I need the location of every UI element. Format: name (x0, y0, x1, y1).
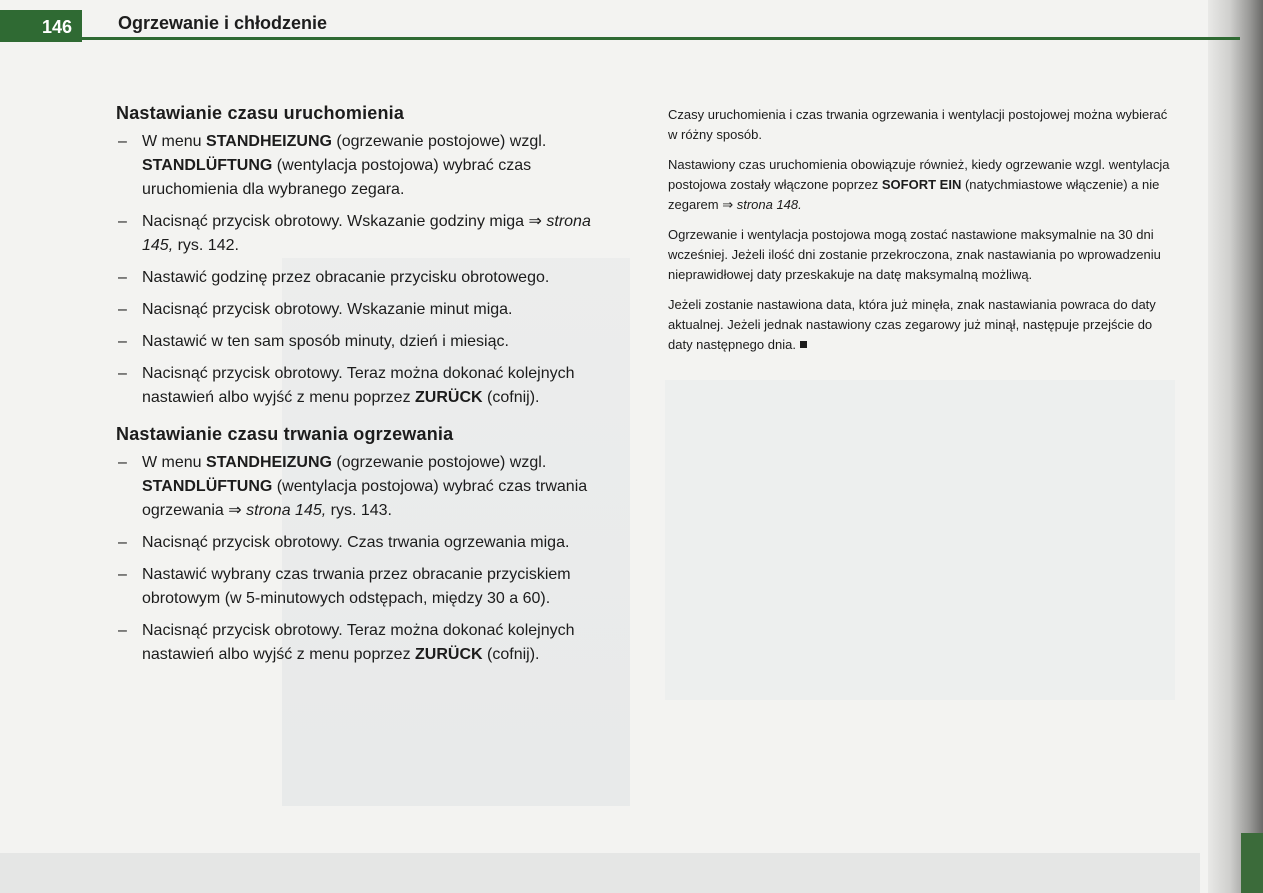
step-text: rys. 143. (326, 502, 392, 519)
step-text: Nacisnąć przycisk obrotowy. Wskazanie minut miga. (142, 301, 513, 318)
menu-name: ZURÜCK (415, 646, 483, 663)
step-text: W menu (142, 454, 207, 471)
step-text: (wentylacja postojowa) wybrać czas uruchomienia dla wybranego zegara. (142, 157, 532, 198)
paragraph-text: (natychmiastowe włączenie) a nie zegarem ⇒ (668, 177, 1160, 212)
step-text: Nacisnąć przycisk obrotowy. Teraz można dokonać kolejnych nastawień albo wyjść z menu poprzez (142, 622, 575, 663)
section-title-duration: Nastawianie czasu trwania ogrzewania (116, 424, 454, 444)
header-rule (0, 37, 1240, 40)
paragraph (668, 155, 1178, 215)
step-text: Nastawić wybrany czas trwania przez obracanie przyciskiem obrotowym (w 5-minutowych odstępach, między 30 a 60). (142, 566, 571, 607)
step-text: Nastawić w ten sam sposób minuty, dzień i miesiąc. (142, 333, 509, 350)
menu-name: STANDLÜFTUNG (142, 478, 273, 495)
step-text: Nacisnąć przycisk obrotowy. Teraz można dokonać kolejnych nastawień albo wyjść z menu poprzez (142, 365, 575, 406)
chapter-title: Ogrzewanie i chłodzenie (118, 13, 328, 33)
menu-name: STANDHEIZUNG (206, 454, 332, 471)
step-text: rys. 142. (173, 237, 239, 254)
list-item (116, 210, 616, 258)
paragraph: Ogrzewanie i wentylacja postojowa mogą zostać nastawione maksymalnie na 30 dni wcześniej. Jeżeli ilość dni zostanie przekroczona, znak nastawiania po wprowadzeniu nieprawidłowej daty przeskakuje na datę maksymalną możliwą. (668, 227, 1161, 282)
menu-name: ZURÜCK (415, 389, 483, 406)
step-text: Nacisnąć przycisk obrotowy. Czas trwania ogrzewania miga. (142, 534, 570, 551)
paragraph-text: Jeżeli zostanie nastawiona data, która już minęła, znak nastawiania powraca do daty aktualnej. Jeżeli jednak nastawiony czas zegarowy już minął, następuje przejście do daty następnego dnia. (668, 297, 1156, 352)
step-text: (ogrzewanie postojowe) wzgl. (331, 454, 547, 471)
list-item (116, 362, 616, 410)
step-text: W menu (142, 133, 207, 150)
page-reference: strona 148. (736, 197, 802, 212)
menu-name: SOFORT EIN (881, 177, 962, 192)
paragraph: Czasy uruchomienia i czas trwania ogrzewania i wentylacji postojowej można wybierać w różny sposób. (668, 107, 1168, 142)
right-column (668, 105, 1178, 365)
list-item (116, 563, 616, 611)
menu-name: STANDHEIZUNG (206, 133, 332, 150)
list-item (116, 619, 616, 667)
list-item (116, 531, 616, 555)
page-reference: strona 145, (246, 502, 327, 519)
bleed-through-right (665, 380, 1175, 700)
end-of-section-mark (800, 341, 807, 348)
page-edge-tab (1241, 833, 1263, 893)
page-reference: strona 145, (142, 213, 591, 254)
menu-name: STANDLÜFTUNG (142, 157, 273, 174)
section-title-start-time: Nastawianie czasu uruchomienia (116, 103, 405, 123)
page-edge-shadow (1208, 0, 1263, 893)
page-header (0, 0, 1240, 42)
step-text: (ogrzewanie postojowe) wzgl. (331, 133, 547, 150)
bleed-through-footer (0, 853, 1200, 893)
step-text: Nacisnąć przycisk obrotowy. Wskazanie godziny miga ⇒ (142, 213, 547, 230)
list-item (116, 330, 616, 354)
step-text: Nastawić godzinę przez obracanie przycisku obrotowego. (142, 269, 550, 286)
paragraph (668, 295, 1178, 355)
left-column (116, 103, 616, 675)
step-text: (cofnij). (482, 389, 540, 406)
page-number: 146 (0, 10, 82, 42)
duration-steps (116, 451, 616, 667)
start-time-steps (116, 130, 616, 410)
list-item (116, 130, 616, 202)
step-text: (wentylacja postojowa) wybrać czas trwania ogrzewania ⇒ (142, 478, 588, 519)
list-item (116, 266, 616, 290)
paragraph-text: Nastawiony czas uruchomienia obowiązuje również, kiedy ogrzewanie wzgl. wentylacja postojowa zostały włączone poprzez (668, 157, 1170, 192)
list-item (116, 451, 616, 523)
list-item (116, 298, 616, 322)
step-text: (cofnij). (482, 646, 540, 663)
